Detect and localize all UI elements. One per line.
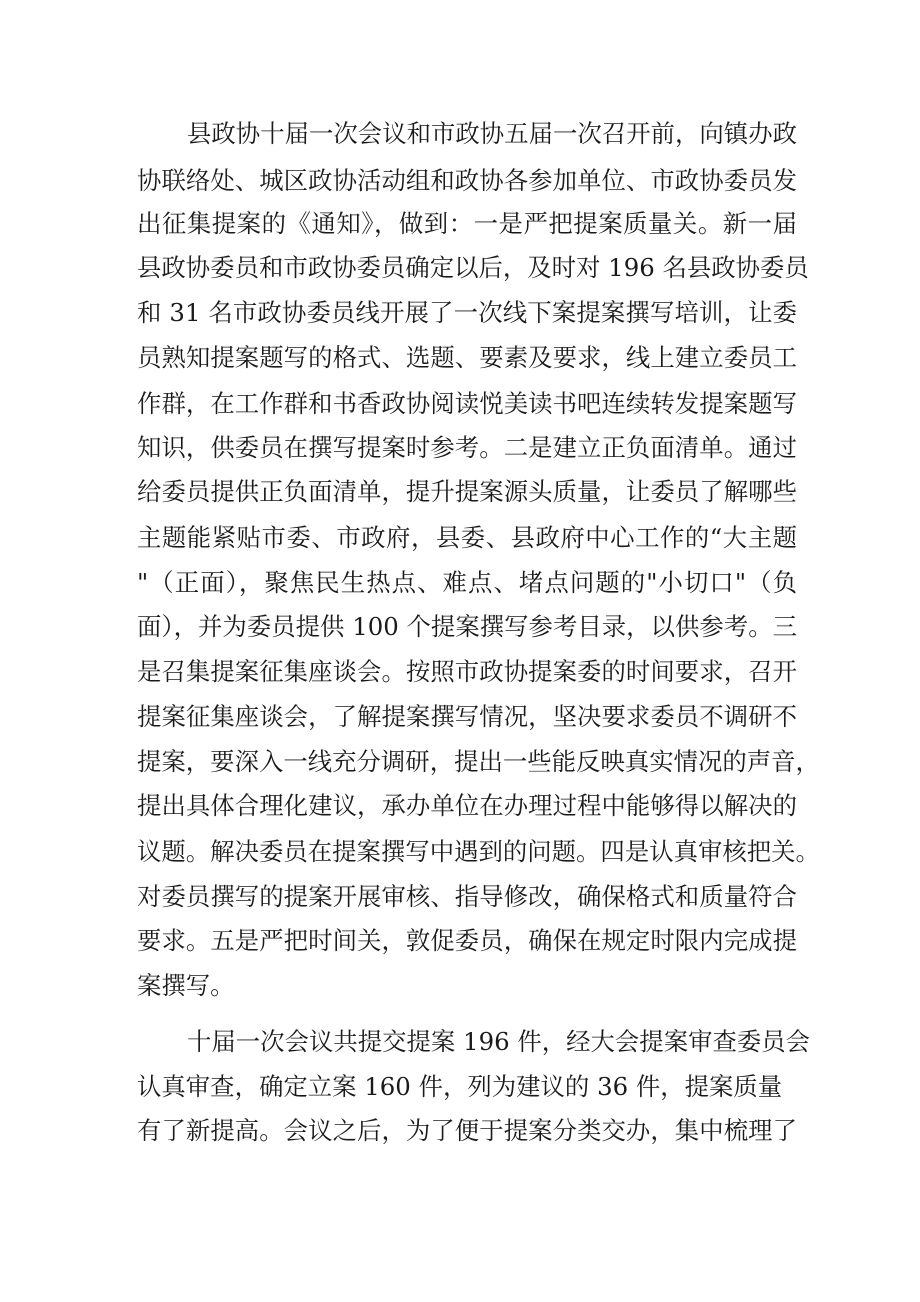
paragraph-2-line-2: 认真审查，确定立案 160 件，列为建议的 36 件，提案质量	[137, 1072, 783, 1101]
paragraph-1-line-8: 知识，供委员在撰写提案时参考。二是建立正负面清单。通过	[137, 433, 797, 462]
paragraph-1-line-14: 提案征集座谈会，了解提案撰写情况，坚决要求委员不调研不	[137, 702, 797, 731]
paragraph-1-line-10: 主题能紧贴市委、市政府，县委、县政府中心工作的“大主题	[137, 523, 797, 552]
paragraph-1-line-6: 员熟知提案题写的格式、选题、要素及要求，线上建立委员工	[137, 343, 797, 372]
paragraph-1-line-3: 出征集提案的《通知》，做到：一是严把提案质量关。新一届	[137, 209, 797, 238]
paragraph-1-line-7: 作群，在工作群和书香政协阅读悦美读书吧连续转发提案题写	[137, 389, 797, 418]
paragraph-1-line-13: 是召集提案征集座谈会。按照市政协提案委的时间要求，召开	[137, 657, 797, 686]
paragraph-1-line-15: 提案，要深入一线充分调研，提出一些能反映真实情况的声音，	[137, 747, 820, 776]
paragraph-1-line-2: 协联络处、城区政协活动组和政协各参加单位、市政协委员发	[137, 166, 797, 195]
paragraph-1-line-20: 案撰写。	[137, 971, 235, 1000]
paragraph-1-line-16: 提出具体合理化建议，承办单位在办理过程中能够得以解决的	[137, 791, 797, 820]
paragraph-2-line-1: 十届一次会议共提交提案 196 件，经大会提案审查委员会	[187, 1027, 811, 1056]
paragraph-1-line-18: 对委员撰写的提案开展审核、指导修改，确保格式和质量符合	[137, 882, 797, 911]
paragraph-1-line-12: 面），并为委员提供 100 个提案撰写参考目录，以供参考。三	[137, 612, 797, 641]
paragraph-1-line-9: 给委员提供正负面清单，提升提案源头质量，让委员了解哪些	[137, 477, 797, 506]
paragraph-1-line-19: 要求。五是严把时间关，敦促委员，确保在规定时限内完成提	[137, 926, 797, 955]
paragraph-1-line-4: 县政协委员和市政协委员确定以后，及时对 196 名县政协委员	[137, 253, 809, 282]
paragraph-1-line-1: 县政协十届一次会议和市政协五届一次召开前，向镇办政	[187, 119, 797, 148]
paragraph-1-line-11: "（正面），聚焦民生热点、难点、堵点问题的"小切口"（负	[137, 568, 797, 597]
paragraph-2-line-3: 有了新提高。会议之后，为了便于提案分类交办，集中梳理了	[137, 1116, 797, 1145]
paragraph-1-line-5: 和 31 名市政协委员线开展了一次线下案提案撰写培训，让委	[137, 298, 797, 327]
paragraph-1-line-17: 议题。解决委员在提案撰写中遇到的问题。四是认真审核把关。	[137, 837, 820, 866]
